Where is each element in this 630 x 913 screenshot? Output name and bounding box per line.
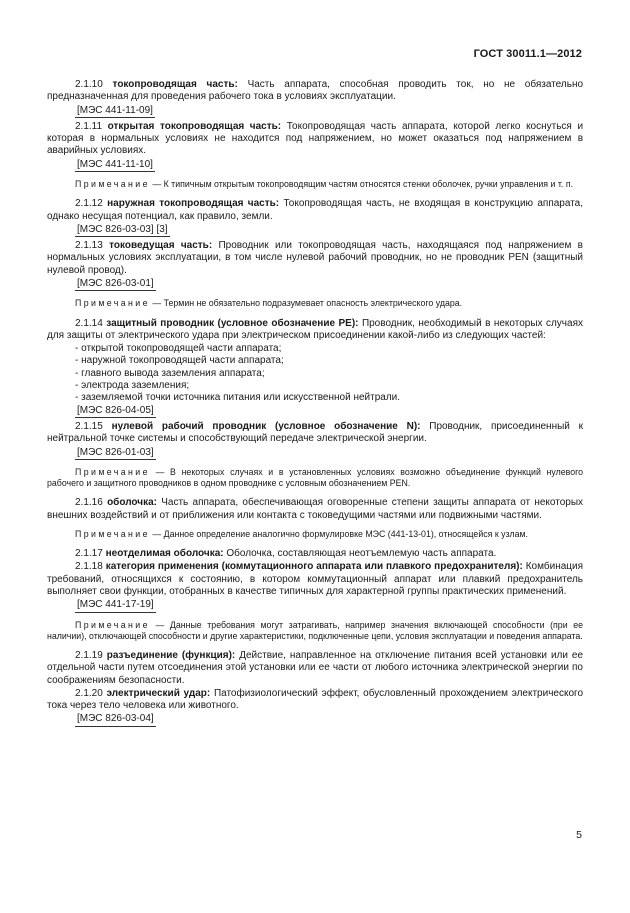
note-text: — Данные требования могут затрагивать, например значения включающей способности (при ее наличии), отключающей способности и другие характеристики, подключенные цепи, условия эксплуатации и поведения аппарата.: [47, 619, 583, 641]
list-item: - электрода заземления;: [75, 380, 190, 392]
clause-number: 2.1.20: [75, 687, 103, 699]
list-item: - главного вывода заземления аппарата;: [75, 367, 265, 379]
clause-text: Часть аппарата, способная проводить ток, но не обязательно предназначенная для проведения рабочего тока в условиях эксплуатации.: [47, 79, 584, 103]
note-label: Примечание: [75, 619, 150, 630]
note-text: — К типичным открытым токопроводящим частям относятся стенки оболочек, ручки управления и т. п.: [152, 179, 574, 190]
clause-2-1-18: [47, 561, 583, 598]
clause-text: Токопроводящая часть, не входящая в конструкцию аппарата, однако несущая потенциал, как правило, земли.: [47, 198, 584, 222]
note-label: Примечание: [75, 298, 150, 309]
clause-text: Часть аппарата, обеспечивающая оговоренные степени защиты аппарата от некоторых внешних воздействий и от приближения или контакта с токоведущими частями или подвижными частями.: [47, 497, 584, 521]
reference: [МЭС 826-03-01]: [75, 278, 156, 291]
clause-text: Проводник, присоединенный к нейтральной точке системы и способствующий передаче электрической энергии.: [47, 420, 583, 445]
note-text: — Данное определение аналогично формулировке МЭС (441-13-01), относящейся к узлам.: [152, 528, 528, 539]
list-item: - открытой токопроводящей части аппарата;: [75, 343, 282, 355]
reference: [МЭС 441-11-10]: [75, 159, 155, 172]
clause-number: 2.1.11: [75, 120, 103, 132]
clause-number: 2.1.10: [75, 79, 103, 90]
clause-2-1-16: [47, 497, 583, 522]
clause-text: Комбинация требований, относящихся к состоянию, в котором коммутационный аппарат или плавкий предохранитель выполняет свои функции, отобранных в качестве типичных для характерной группы практических применений.: [47, 561, 584, 597]
note: [47, 467, 583, 489]
clause-2-1-19: [47, 650, 583, 687]
clause-text: Патофизиологический эффект, обусловленный прохождением электрического тока через тело человека или животного.: [47, 687, 584, 712]
list-item: - наружной токопроводящей части аппарата;: [75, 355, 284, 367]
clause-text: Токопроводящая часть аппарата, которой легко коснуться и которая в нормальных условиях не находится под напряжением, но может оказаться под напряжением в аварийных условиях.: [47, 120, 584, 157]
reference: [МЭС 826-01-03]: [75, 447, 156, 460]
clause-number: 2.1.15: [75, 420, 103, 432]
page-number: 5: [576, 829, 582, 841]
clause-text: Действие, направленное на отключение питания всей установки или ее отдельной части путем отсоединения этой установки или ее части от любого источника электрической энергии по соображениям безопасности.: [47, 649, 584, 686]
clause-2-1-15: [47, 421, 583, 446]
clause-term: токоведущая часть:: [109, 240, 213, 252]
note: [47, 298, 583, 309]
clause-2-1-14: [47, 318, 583, 343]
reference: [МЭС 826-03-04]: [75, 713, 156, 726]
note-label: Примечание: [75, 179, 150, 190]
reference: [МЭС 826-04-05]: [75, 405, 156, 418]
note-text: — В некоторых случаях и в установленных условиях возможно объединение функций нулевого рабочего и защитного проводников в одном проводнике с условным обозначением PEN.: [47, 466, 584, 489]
clause-term: наружная токопроводящая часть:: [107, 198, 280, 210]
reference: [МЭС 826-03-03] [3]: [75, 224, 170, 237]
reference: [МЭС 441-17-19]: [75, 599, 156, 612]
clause-2-1-20: [47, 688, 583, 713]
clause-number: 2.1.14: [75, 317, 103, 329]
clause-term: электрический удар:: [106, 687, 211, 699]
clause-number: 2.1.13: [75, 240, 103, 252]
clause-number: 2.1.12: [75, 198, 103, 210]
clause-text: Оболочка, составляющая неотъемлемую часть аппарата.: [226, 548, 497, 560]
clause-2-1-10: [47, 79, 583, 104]
clause-term: открытая токопроводящая часть:: [107, 120, 282, 132]
clause-2-1-17: [47, 548, 583, 560]
clause-term: нулевой рабочий проводник (условное обозначение N):: [111, 420, 421, 432]
clause-number: 2.1.17: [75, 548, 103, 560]
clause-number: 2.1.18: [75, 561, 103, 573]
note: [47, 179, 583, 190]
note: [47, 620, 583, 642]
clause-2-1-11: [47, 121, 583, 158]
clause-term: токопроводящая часть:: [112, 79, 238, 90]
clause-number: 2.1.19: [75, 649, 103, 661]
clause-text: Проводник, необходимый в некоторых случаях для защиты от электрического удара при электрическом присоединении какой-либо из следующих частей:: [47, 317, 583, 341]
clause-2-1-13: [47, 240, 583, 277]
clause-term: неотделимая оболочка:: [105, 548, 224, 560]
note-label: Примечание: [75, 466, 150, 477]
clause-text: Проводник или токопроводящая часть, находящаяся под напряжением в нормальных условиях эксплуатации, в том числе нулевой рабочий проводник, но не проводник PEN (защитный нулевой провод).: [47, 240, 583, 276]
list-item: - заземляемой точки источника питания или искусственной нейтрали.: [75, 392, 401, 404]
clause-term: защитный проводник (условное обозначение PE):: [106, 317, 359, 329]
note-label: Примечание: [75, 528, 150, 539]
clause-number: 2.1.16: [75, 497, 103, 509]
clause-term: оболочка:: [107, 497, 157, 509]
reference: [МЭС 441-11-09]: [75, 105, 155, 118]
clause-2-1-12: [47, 198, 583, 223]
document-body: [47, 79, 583, 730]
document-header: ГОСТ 30011.1—2012: [473, 48, 582, 60]
clause-term: категория применения (коммутационного аппарата или плавкого предохранителя):: [105, 561, 523, 573]
clause-term: разъединение (функция):: [106, 649, 236, 661]
note: [47, 529, 583, 540]
note-text: — Термин не обязательно подразумевает опасность электрического удара.: [152, 298, 463, 309]
